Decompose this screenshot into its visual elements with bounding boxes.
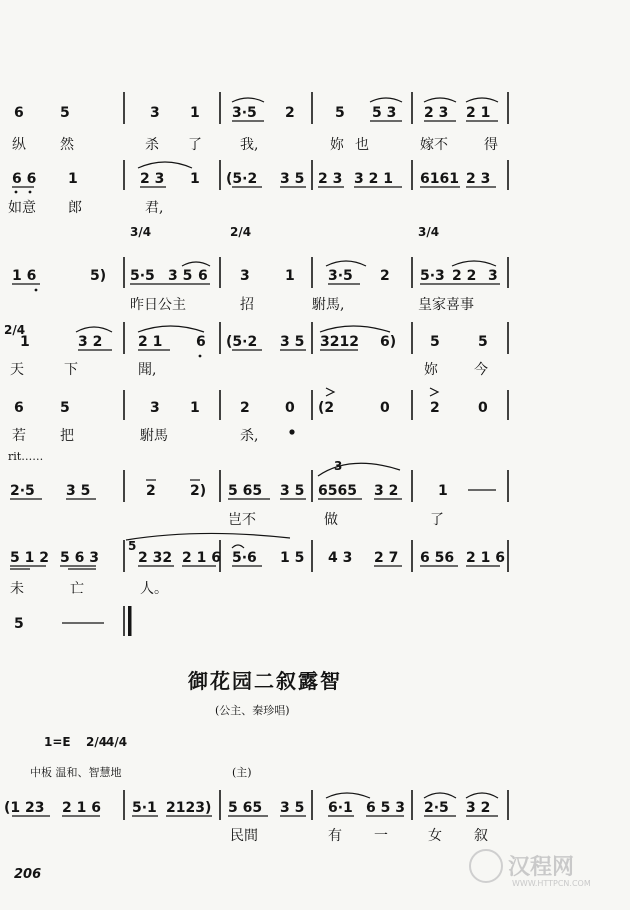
lyric: 有: [328, 828, 342, 844]
tempo-marking: 中板 温和、智慧地: [30, 766, 122, 779]
lyric: 皇家喜事: [418, 297, 474, 313]
lyric: 然: [60, 137, 74, 153]
watermark-url: WWW.HTTPCN.COM: [512, 879, 591, 888]
slur: [76, 327, 112, 332]
slur: [424, 793, 456, 798]
note: 5: [335, 105, 345, 121]
note: 3: [240, 268, 250, 284]
note: 2 32: [138, 550, 173, 566]
fermata: [232, 545, 244, 548]
slur: [318, 463, 400, 476]
lyric: 做: [324, 512, 338, 528]
note: (5·2: [226, 334, 258, 350]
note: 1: [190, 400, 200, 416]
note: 2: [240, 400, 250, 416]
role-marking: (主): [232, 766, 252, 779]
note: 6: [196, 334, 206, 350]
lyric: 妳: [424, 362, 438, 378]
score-line-8: [14, 606, 132, 636]
note: 5·6: [232, 550, 257, 566]
slur: [326, 261, 366, 266]
note: 5: [14, 616, 24, 632]
note: 5·3: [420, 268, 445, 284]
note: 5): [90, 268, 107, 284]
lyric: 一: [374, 828, 388, 844]
tempo-marking-rit: rit……: [8, 450, 44, 463]
note: 3 2: [78, 334, 103, 350]
section-header: [30, 669, 342, 779]
note: 3 2: [374, 483, 399, 499]
note: 3 2 1: [354, 171, 393, 187]
note: 5 65: [228, 483, 263, 499]
note: 1: [285, 268, 295, 284]
time-sig-text: 2/4: [230, 225, 252, 239]
slur: [466, 793, 498, 798]
note: 5 65: [228, 800, 263, 816]
note: 2·5: [10, 483, 35, 499]
watermark: [470, 850, 591, 888]
lyric: 女: [428, 828, 442, 844]
note: 2123): [166, 800, 212, 816]
lyric: 駙馬,: [312, 297, 345, 313]
lyric: 叙: [474, 828, 488, 844]
triplet-mark: 3: [334, 459, 343, 473]
lyric: 嫁不: [420, 137, 448, 153]
note: (2: [318, 400, 335, 416]
note: 5: [430, 334, 440, 350]
slur: [232, 98, 264, 102]
note: 6 6: [12, 171, 37, 187]
note: 2 2: [452, 268, 477, 284]
lyric: 未: [10, 581, 24, 597]
slur: [182, 262, 210, 266]
note: 0: [478, 400, 488, 416]
time-sig-text: 3/4: [418, 225, 440, 239]
score-line-6: [8, 450, 508, 528]
lyric: 今: [474, 362, 488, 378]
note: 3 5: [168, 268, 193, 284]
slur: [452, 261, 496, 266]
note: 3 5: [280, 483, 305, 499]
lyric: 天: [10, 362, 24, 378]
note: 6: [14, 105, 24, 121]
slur: [320, 326, 390, 332]
note: 6·1: [328, 800, 353, 816]
watermark-text: 汉程网: [508, 855, 575, 880]
score-line-4: [4, 322, 508, 378]
lyric: 民間: [230, 828, 258, 844]
page-number: 206: [14, 867, 42, 882]
lyric: 亡: [70, 581, 84, 597]
note: 2 1 6: [182, 550, 221, 566]
note: 2·5: [424, 800, 449, 816]
watermark-logo-icon: [470, 850, 502, 882]
lyric: 君,: [145, 200, 164, 216]
accent-mark: [326, 388, 334, 396]
note: 2 1 6: [62, 800, 101, 816]
note: 3: [488, 268, 498, 284]
note: 1: [68, 171, 78, 187]
lyric: 招: [240, 297, 254, 313]
time-sig-text: 3/4: [130, 225, 152, 239]
section-subtitle: (公主、秦珍唱): [215, 704, 290, 717]
note: 2 3: [140, 171, 165, 187]
lyric: 我,: [240, 137, 259, 153]
note: 5·1: [132, 800, 157, 816]
note: 2 1 6: [466, 550, 505, 566]
note: 1: [190, 171, 200, 187]
note: 2): [190, 483, 207, 499]
note: 3 5: [280, 334, 305, 350]
slur: [424, 98, 456, 102]
accent-mark: [430, 388, 438, 396]
note: 2 3: [466, 171, 491, 187]
note: 5: [478, 334, 488, 350]
section-title: 御花园二叙露智: [188, 669, 342, 693]
lyric: 人。: [140, 581, 168, 597]
note: 0: [285, 400, 295, 416]
key-signature: 1=E: [44, 735, 71, 749]
time-signature-3-4: [130, 225, 151, 239]
note: 6): [380, 334, 397, 350]
slur: [138, 162, 192, 168]
time-signature-3-4: [418, 225, 439, 239]
note: 6161: [420, 171, 459, 187]
note: 3·5: [232, 105, 257, 121]
note: 6565: [318, 483, 357, 499]
slur: [370, 98, 402, 102]
note: 5 3: [372, 105, 397, 121]
note: 0: [380, 400, 390, 416]
lyric: 如意: [8, 200, 36, 216]
score-line-3: [12, 257, 508, 313]
time-signature-2-4: 2/4: [86, 735, 108, 749]
note: (5·2: [226, 171, 258, 187]
note: 3 2: [466, 800, 491, 816]
note: 5: [60, 105, 70, 121]
lyric: 岂不: [228, 512, 256, 528]
score-line-7: [10, 533, 508, 597]
ink-blot: [289, 429, 294, 434]
note: 4 3: [328, 550, 353, 566]
lyric: 聞,: [138, 362, 157, 378]
note: 6: [14, 400, 24, 416]
score-line-1: [12, 92, 508, 153]
lyric: 若: [12, 428, 26, 444]
score-line-5: [12, 388, 508, 444]
lyric: 下: [64, 362, 78, 378]
lyric: 杀,: [240, 428, 259, 444]
note: 3 5: [280, 171, 305, 187]
note: 1: [190, 105, 200, 121]
lyric: 郎: [68, 200, 82, 216]
note: 2 1: [466, 105, 491, 121]
slur: [326, 793, 370, 798]
note: 5 1 2: [10, 550, 49, 566]
note: 2: [380, 268, 390, 284]
note: 3: [150, 105, 160, 121]
note: (1 23: [4, 800, 45, 816]
note: 2: [146, 483, 156, 499]
note: 1 5: [280, 550, 305, 566]
note: 5 6 3: [60, 550, 99, 566]
lyric: 把: [60, 428, 74, 444]
note: 1 6: [12, 268, 37, 284]
note: 6 5 3: [366, 800, 405, 816]
note: 1: [438, 483, 448, 499]
time-signature-4-4: 4/4: [106, 735, 128, 749]
lyric: 得: [484, 137, 498, 153]
note: 3212: [320, 334, 359, 350]
lyric: 也: [355, 137, 369, 153]
grace-note: 5: [128, 539, 137, 553]
note: 5·5: [130, 268, 155, 284]
lyric: 杀: [145, 137, 159, 153]
note: 2 3: [424, 105, 449, 121]
note: 3 5: [66, 483, 91, 499]
score-line-9: [4, 790, 508, 844]
slur: [126, 533, 290, 540]
note: 3·5: [328, 268, 353, 284]
lyric: 昨日公主: [130, 297, 186, 313]
lyric: 了: [188, 137, 202, 153]
lyric: 妳: [330, 137, 344, 153]
note: 6: [198, 268, 208, 284]
note: 6 56: [420, 550, 455, 566]
note: 3 5: [280, 800, 305, 816]
note: 3: [150, 400, 160, 416]
time-signature-2-4: [230, 225, 251, 239]
time-sig-text: 2/4: [4, 323, 26, 337]
note: 2 3: [318, 171, 343, 187]
score-line-2: [8, 160, 508, 216]
slur: [466, 98, 498, 102]
slur: [138, 326, 204, 332]
lyric: 纵: [12, 137, 26, 153]
note: 2 1: [138, 334, 163, 350]
lyric: 了: [430, 512, 444, 528]
note: 5: [60, 400, 70, 416]
note: 2: [285, 105, 295, 121]
lyric: 駙馬: [140, 428, 168, 444]
final-bar-thick: [128, 606, 132, 636]
note: 2 7: [374, 550, 399, 566]
note: 1: [20, 334, 30, 350]
note: 2: [430, 400, 440, 416]
